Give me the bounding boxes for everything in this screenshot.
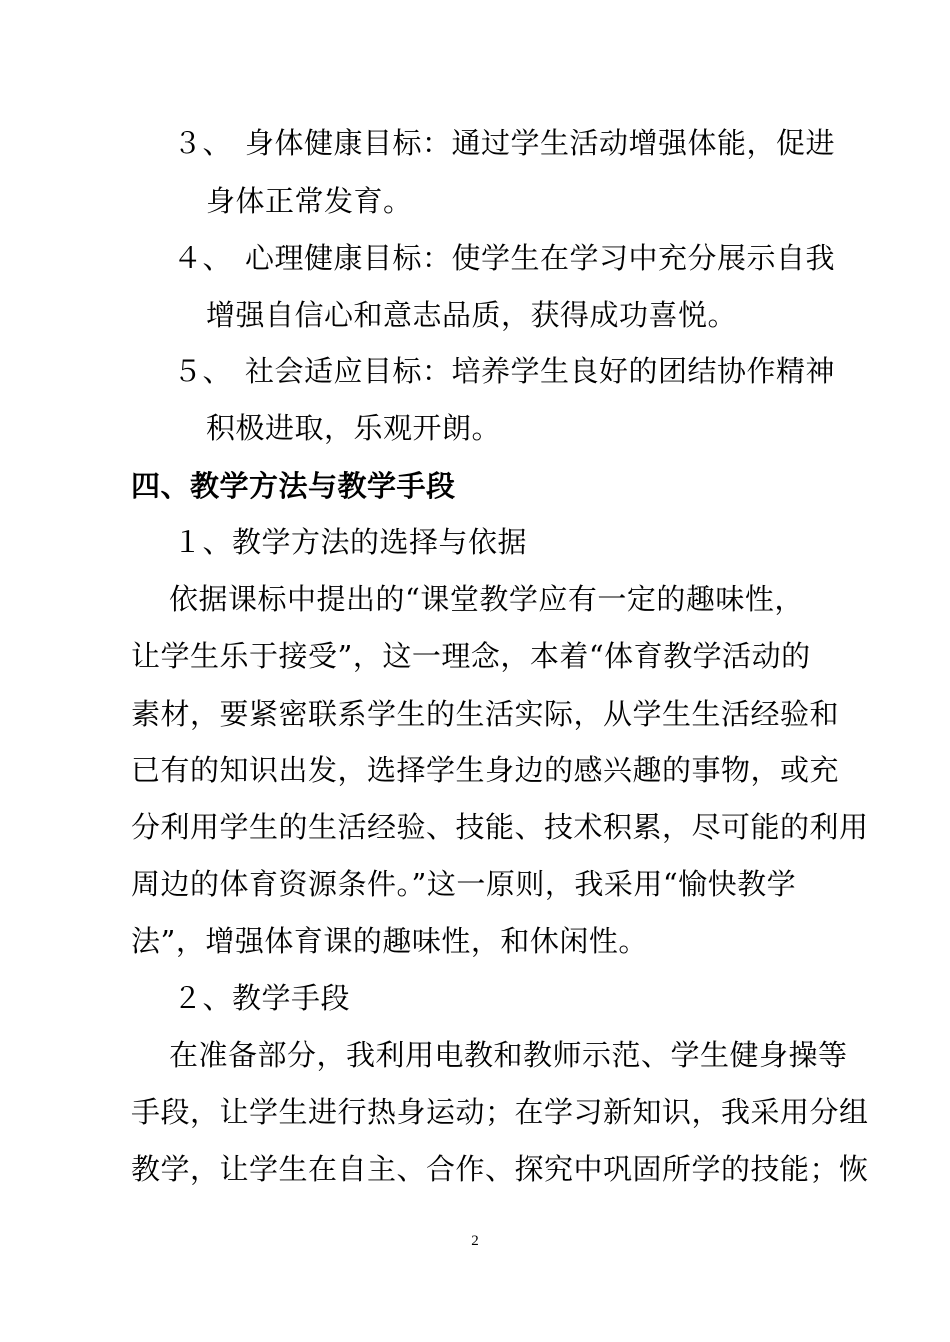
paragraph-1-line: 素材，要紧密联系学生的生活实际，从学生生活经验和	[131, 697, 840, 731]
paragraph-1-line: 依据课标中提出的“课堂教学应有一定的趣味性，	[169, 582, 804, 616]
subsection-2-title: ２、教学手段	[173, 981, 351, 1015]
goal-3-line2: 身体正常发育。	[206, 184, 413, 218]
goal-3-line1	[173, 126, 835, 160]
goal-5-number: ５、	[173, 354, 233, 388]
goal-5-line1	[173, 354, 835, 388]
paragraph-1-line: 让学生乐于接受”，这一理念，本着“体育教学活动的	[131, 639, 811, 673]
goal-5-line2: 积极进取，乐观开朗。	[206, 411, 502, 445]
goal-3-text: 身体健康目标：通过学生活动增强体能，促进	[245, 126, 836, 160]
goal-4-line2: 增强自信心和意志品质，获得成功喜悦。	[206, 298, 738, 332]
goal-4-number: ４、	[173, 241, 233, 275]
goal-3-number: ３、	[173, 126, 233, 160]
paragraph-2-line: 手段，让学生进行热身运动；在学习新知识，我采用分组	[131, 1095, 869, 1129]
subsection-1-title: １、教学方法的选择与依据	[173, 525, 528, 559]
section-heading: 四、教学方法与教学手段	[131, 469, 456, 503]
goal-4-line1	[173, 241, 835, 275]
page-number: 2	[471, 1233, 479, 1249]
goal-5-text: 社会适应目标：培养学生良好的团结协作精神	[245, 354, 836, 388]
paragraph-1-line: 已有的知识出发，选择学生身边的感兴趣的事物，或充	[131, 753, 840, 787]
paragraph-2-line: 教学，让学生在自主、合作、探究中巩固所学的技能；恢	[131, 1152, 869, 1186]
paragraph-1-line: 周边的体育资源条件。”这一原则，我采用“愉快教学	[131, 867, 797, 901]
paragraph-1-line: 分利用学生的生活经验、技能、技术积累，尽可能的利用	[131, 810, 869, 844]
paragraph-1-line: 法”，增强体育课的趣味性，和休闲性。	[131, 924, 648, 958]
goal-4-text: 心理健康目标：使学生在学习中充分展示自我	[245, 241, 836, 275]
paragraph-2-line: 在准备部分，我利用电教和教师示范、学生健身操等	[169, 1038, 848, 1072]
